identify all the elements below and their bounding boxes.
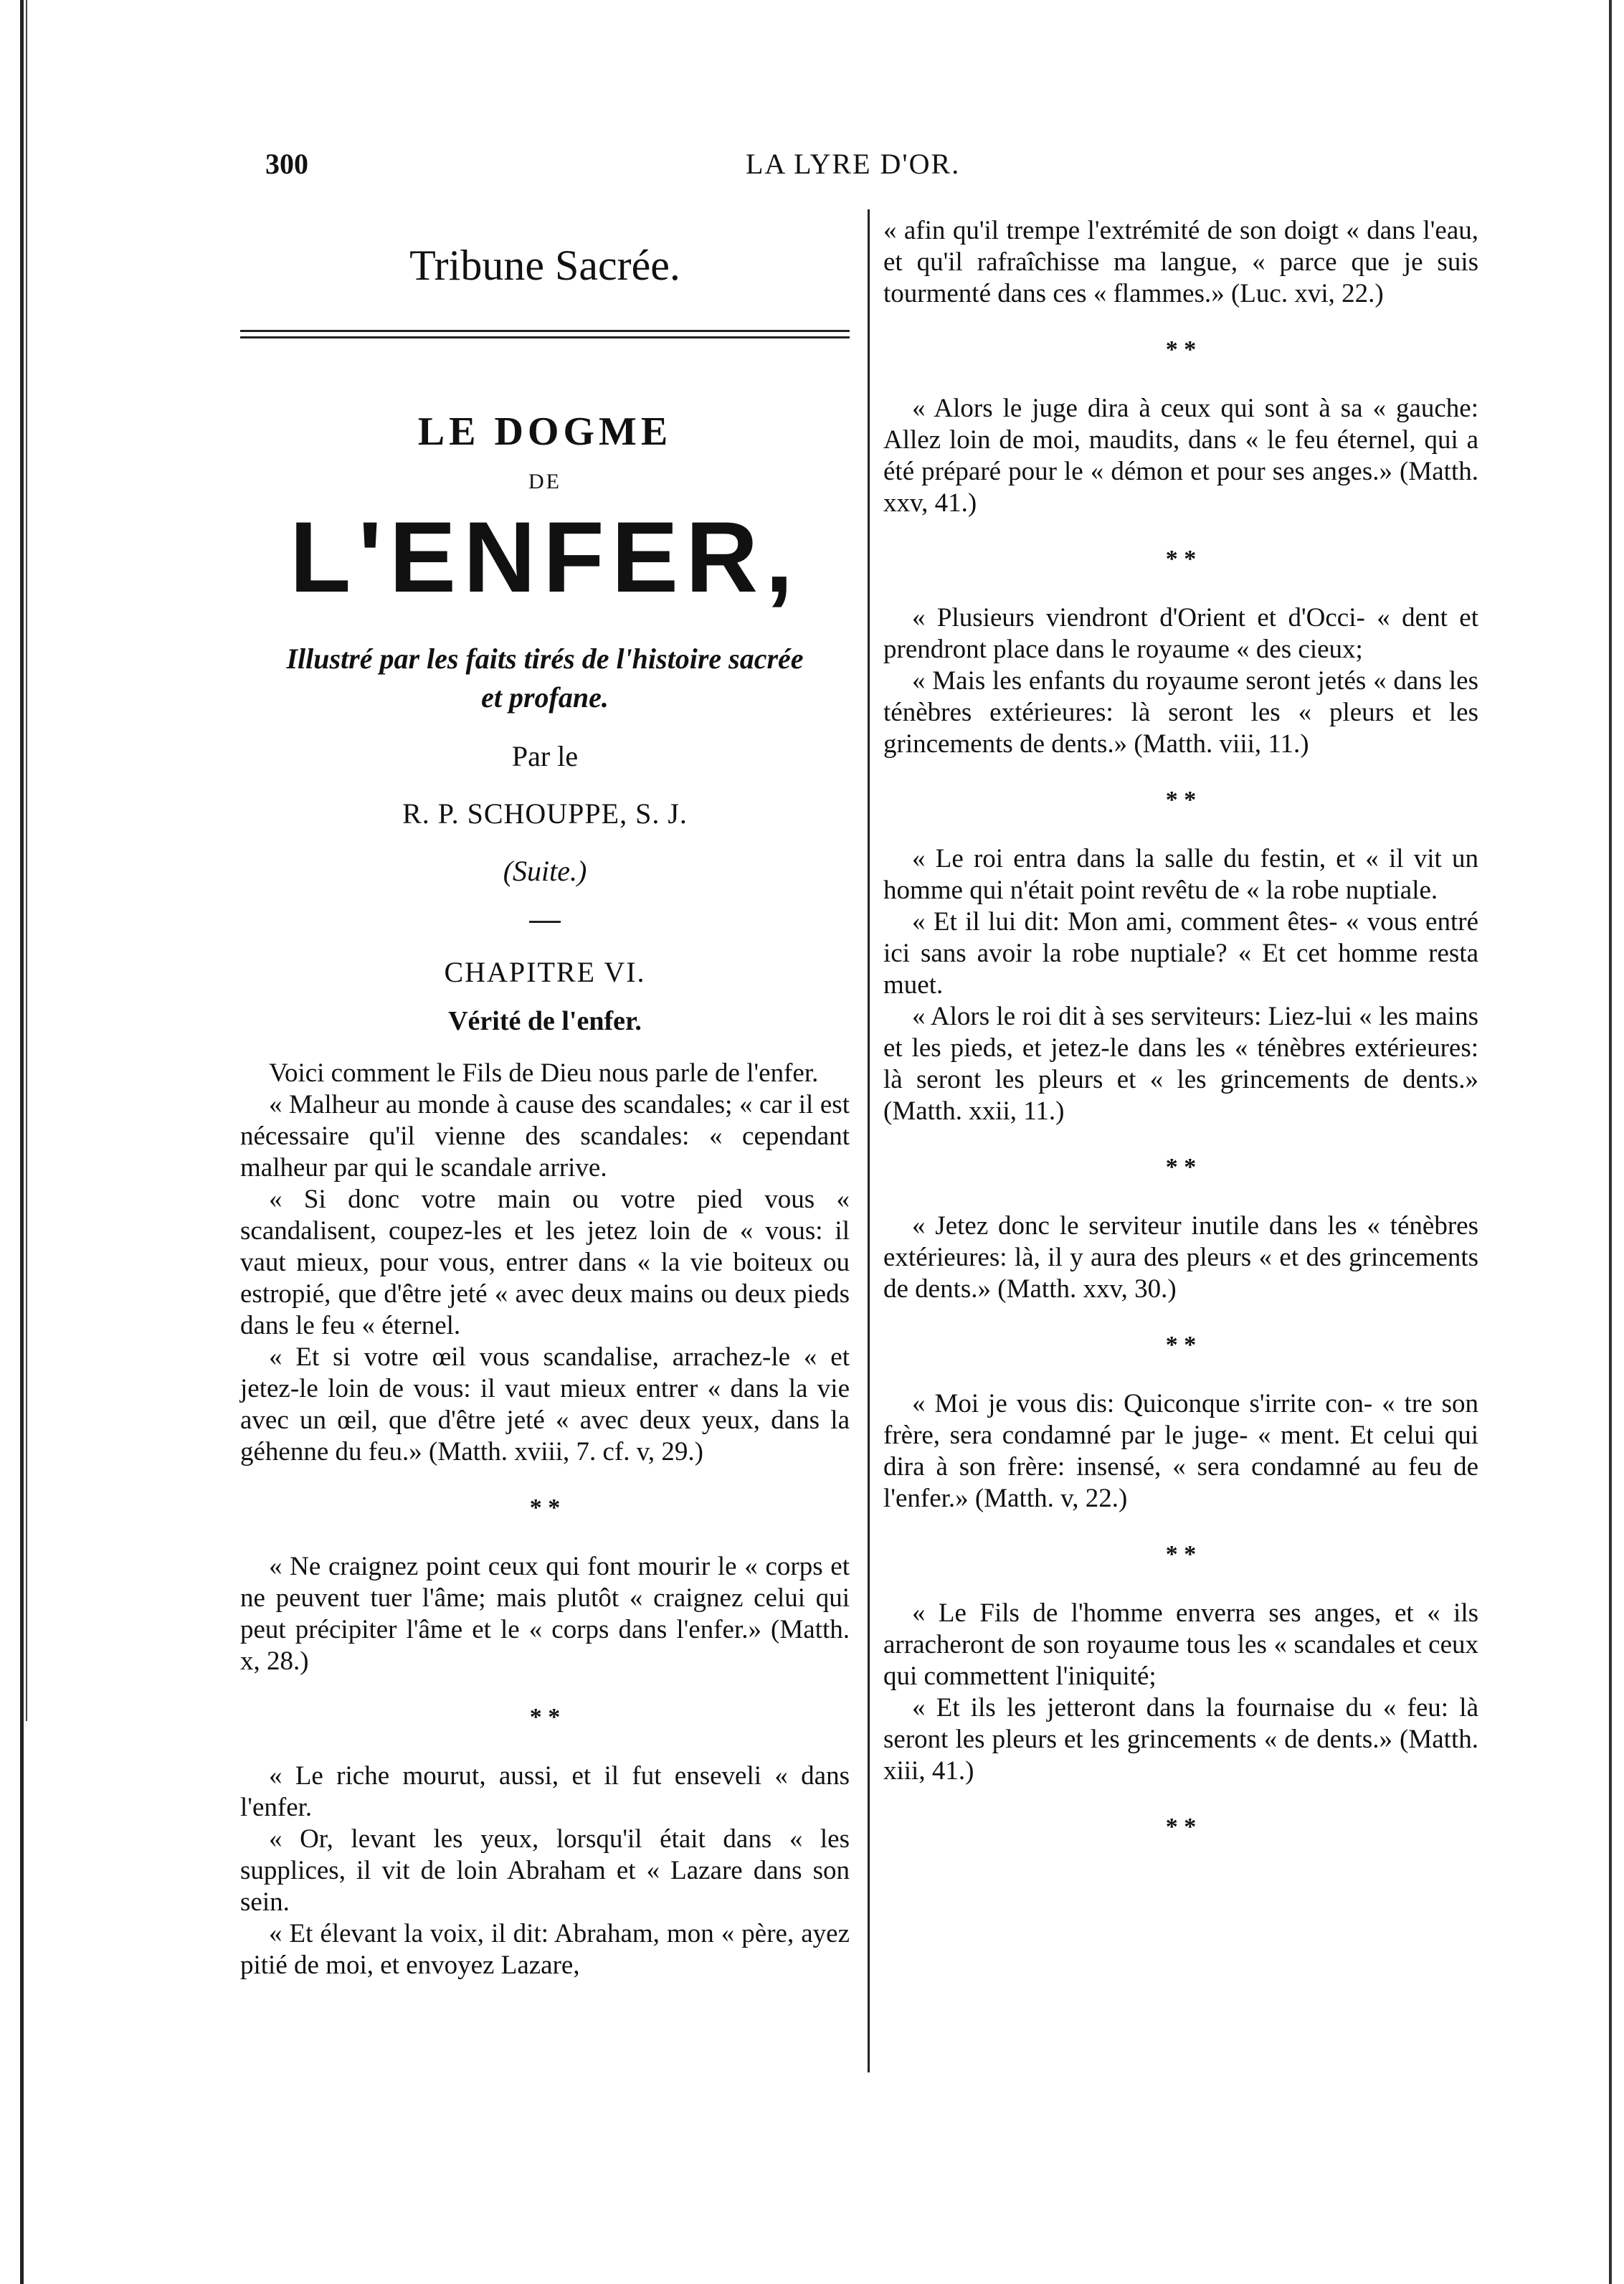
paragraph: « Or, levant les yeux, lorsqu'il était dans « les supplices, il vit de loin Abraham et « Lazare dans son sein. <box>240 1824 850 1917</box>
running-title: LA LYRE D'OR. <box>746 148 961 180</box>
subtitle <box>240 640 850 717</box>
paragraph: « Mais les enfants du royaume seront jetés « dans les ténèbres extérieures: là seront les « pleurs et les grincements de dents.» (Matth. viii, 11.) <box>883 666 1478 759</box>
paragraph: « Le roi entra dans la salle du festin, et « il vit un homme qui n'était point revêtu de « la robe nuptiale. <box>883 844 1478 905</box>
title-enfer: L'ENFER, <box>289 501 801 613</box>
paragraph: « Jetez donc le serviteur inutile dans les « ténèbres extérieures: là, il y aura des pleurs « et des grincements de dents.» (Matth. xxv, 30.) <box>883 1211 1478 1304</box>
paragraph: « Si donc votre main ou votre pied vous « scandalisent, coupez-les et les jetez loin de « vous: il vaut mieux, pour vous, entrer dans « la vie boiteux ou estropié, que d'être jeté « avec deux mains ou deux pieds dans le feu « éternel. <box>240 1185 850 1340</box>
title-de: DE <box>528 470 561 493</box>
paragraph: « Et si votre œil vous scandalise, arrachez-le « et jetez-le loin de vous: il vaut mieux entrer « dans la vie avec un œil, que d'être jeté « avec deux yeux, dans la géhenne du feu.» (Matth. xviii, 7. cf. v, 29.) <box>240 1342 850 1466</box>
asterism: * * <box>1165 1814 1197 1840</box>
paragraph: « afin qu'il trempe l'extrémité de son doigt « dans l'eau, et qu'il rafraîchisse ma langue, « parce que je suis tourmenté dans ces « flammes.» (Luc. xvi, 22.) <box>883 216 1478 308</box>
author: R. P. SCHOUPPE, S. J. <box>402 797 688 830</box>
double-rule <box>240 330 850 338</box>
asterism: * * <box>1165 1332 1197 1358</box>
page-number: 300 <box>265 148 308 180</box>
asterism: * * <box>529 1494 561 1521</box>
asterism: * * <box>1165 336 1197 363</box>
paragraph: « Et il lui dit: Mon ami, comment êtes- « vous entré ici sans avoir la robe nuptiale? « Et cet homme resta muet. <box>883 907 1478 1000</box>
paragraph: « Et ils les jetteront dans la fournaise du « feu: là seront les pleurs et les grincements « de dents.» (Matth. xiii, 41.) <box>883 1693 1478 1786</box>
asterism: * * <box>1165 1541 1197 1568</box>
paragraph: « Le riche mourut, aussi, et il fut enseveli « dans l'enfer. <box>240 1761 850 1822</box>
paragraph: Voici comment le Fils de Dieu nous parle de l'enfer. <box>269 1058 819 1088</box>
paragraph: « Malheur au monde à cause des scandales; « car il est nécessaire qu'il vienne des scandales: « cependant malheur par qui le scandale arrive. <box>240 1090 850 1183</box>
asterism: * * <box>529 1704 561 1730</box>
separator-dash <box>529 921 561 923</box>
asterism: * * <box>1165 1154 1197 1180</box>
page-header <box>265 147 1470 190</box>
page-edge-left <box>20 0 24 2284</box>
suite-note: (Suite.) <box>503 855 587 887</box>
right-column <box>883 215 1478 1870</box>
paragraph: « Moi je vous dis: Quiconque s'irrite con- « tre son frère, sera condamné par le juge- « ment. Et celui qui dira à son frère: insensé, « sera condamné au feu de l'enfer.» (Matth. v, 22.) <box>883 1389 1478 1513</box>
subtitle-line-2: et profane. <box>481 681 609 714</box>
paragraph: « Ne craignez point ceux qui font mourir le « corps et ne peuvent tuer l'âme; mais plutôt « craignez celui qui peut précipiter l'âme et le « corps dans l'enfer.» (Matth. x, 28.) <box>240 1552 850 1676</box>
paragraph: « Alors le juge dira à ceux qui sont à sa « gauche: Allez loin de moi, maudits, dans « le feu éternel, qui a été préparé pour le « démon et pour ses anges.» (Matth. xxv, 41.) <box>883 394 1478 518</box>
section-title: Tribune Sacrée. <box>409 242 680 289</box>
page-edge-left-inner <box>26 0 27 1721</box>
byline-par: Par le <box>511 740 579 772</box>
page-edge-right <box>1609 0 1612 2284</box>
paragraph: « Et élevant la voix, il dit: Abraham, mon « père, ayez pitié de moi, et envoyez Lazare, <box>240 1919 850 1980</box>
asterism: * * <box>1165 787 1197 813</box>
asterism: * * <box>1165 546 1197 572</box>
chapter-title: CHAPITRE VI. <box>444 956 646 988</box>
left-column <box>240 215 850 1981</box>
chapter-subtitle: Vérité de l'enfer. <box>448 1006 642 1036</box>
column-divider <box>868 209 870 2072</box>
paragraph: « Plusieurs viendront d'Orient et d'Occi- « dent et prendront place dans le royaume « des cieux; <box>883 603 1478 664</box>
subtitle-line-1: Illustré par les faits tirés de l'histoire sacrée <box>286 643 804 675</box>
title-dogme: LE DOGME <box>417 409 673 454</box>
paragraph: « Le Fils de l'homme enverra ses anges, et « ils arracheront de son royaume tous les « scandales et ceux qui commettent l'iniquité; <box>883 1598 1478 1691</box>
paragraph: « Alors le roi dit à ses serviteurs: Liez-lui « les mains et les pieds, et jetez-le dans les « ténèbres extérieures: là seront les pleurs et « les grincements de dents.» (Matth. xxii, 11.) <box>883 1002 1478 1126</box>
